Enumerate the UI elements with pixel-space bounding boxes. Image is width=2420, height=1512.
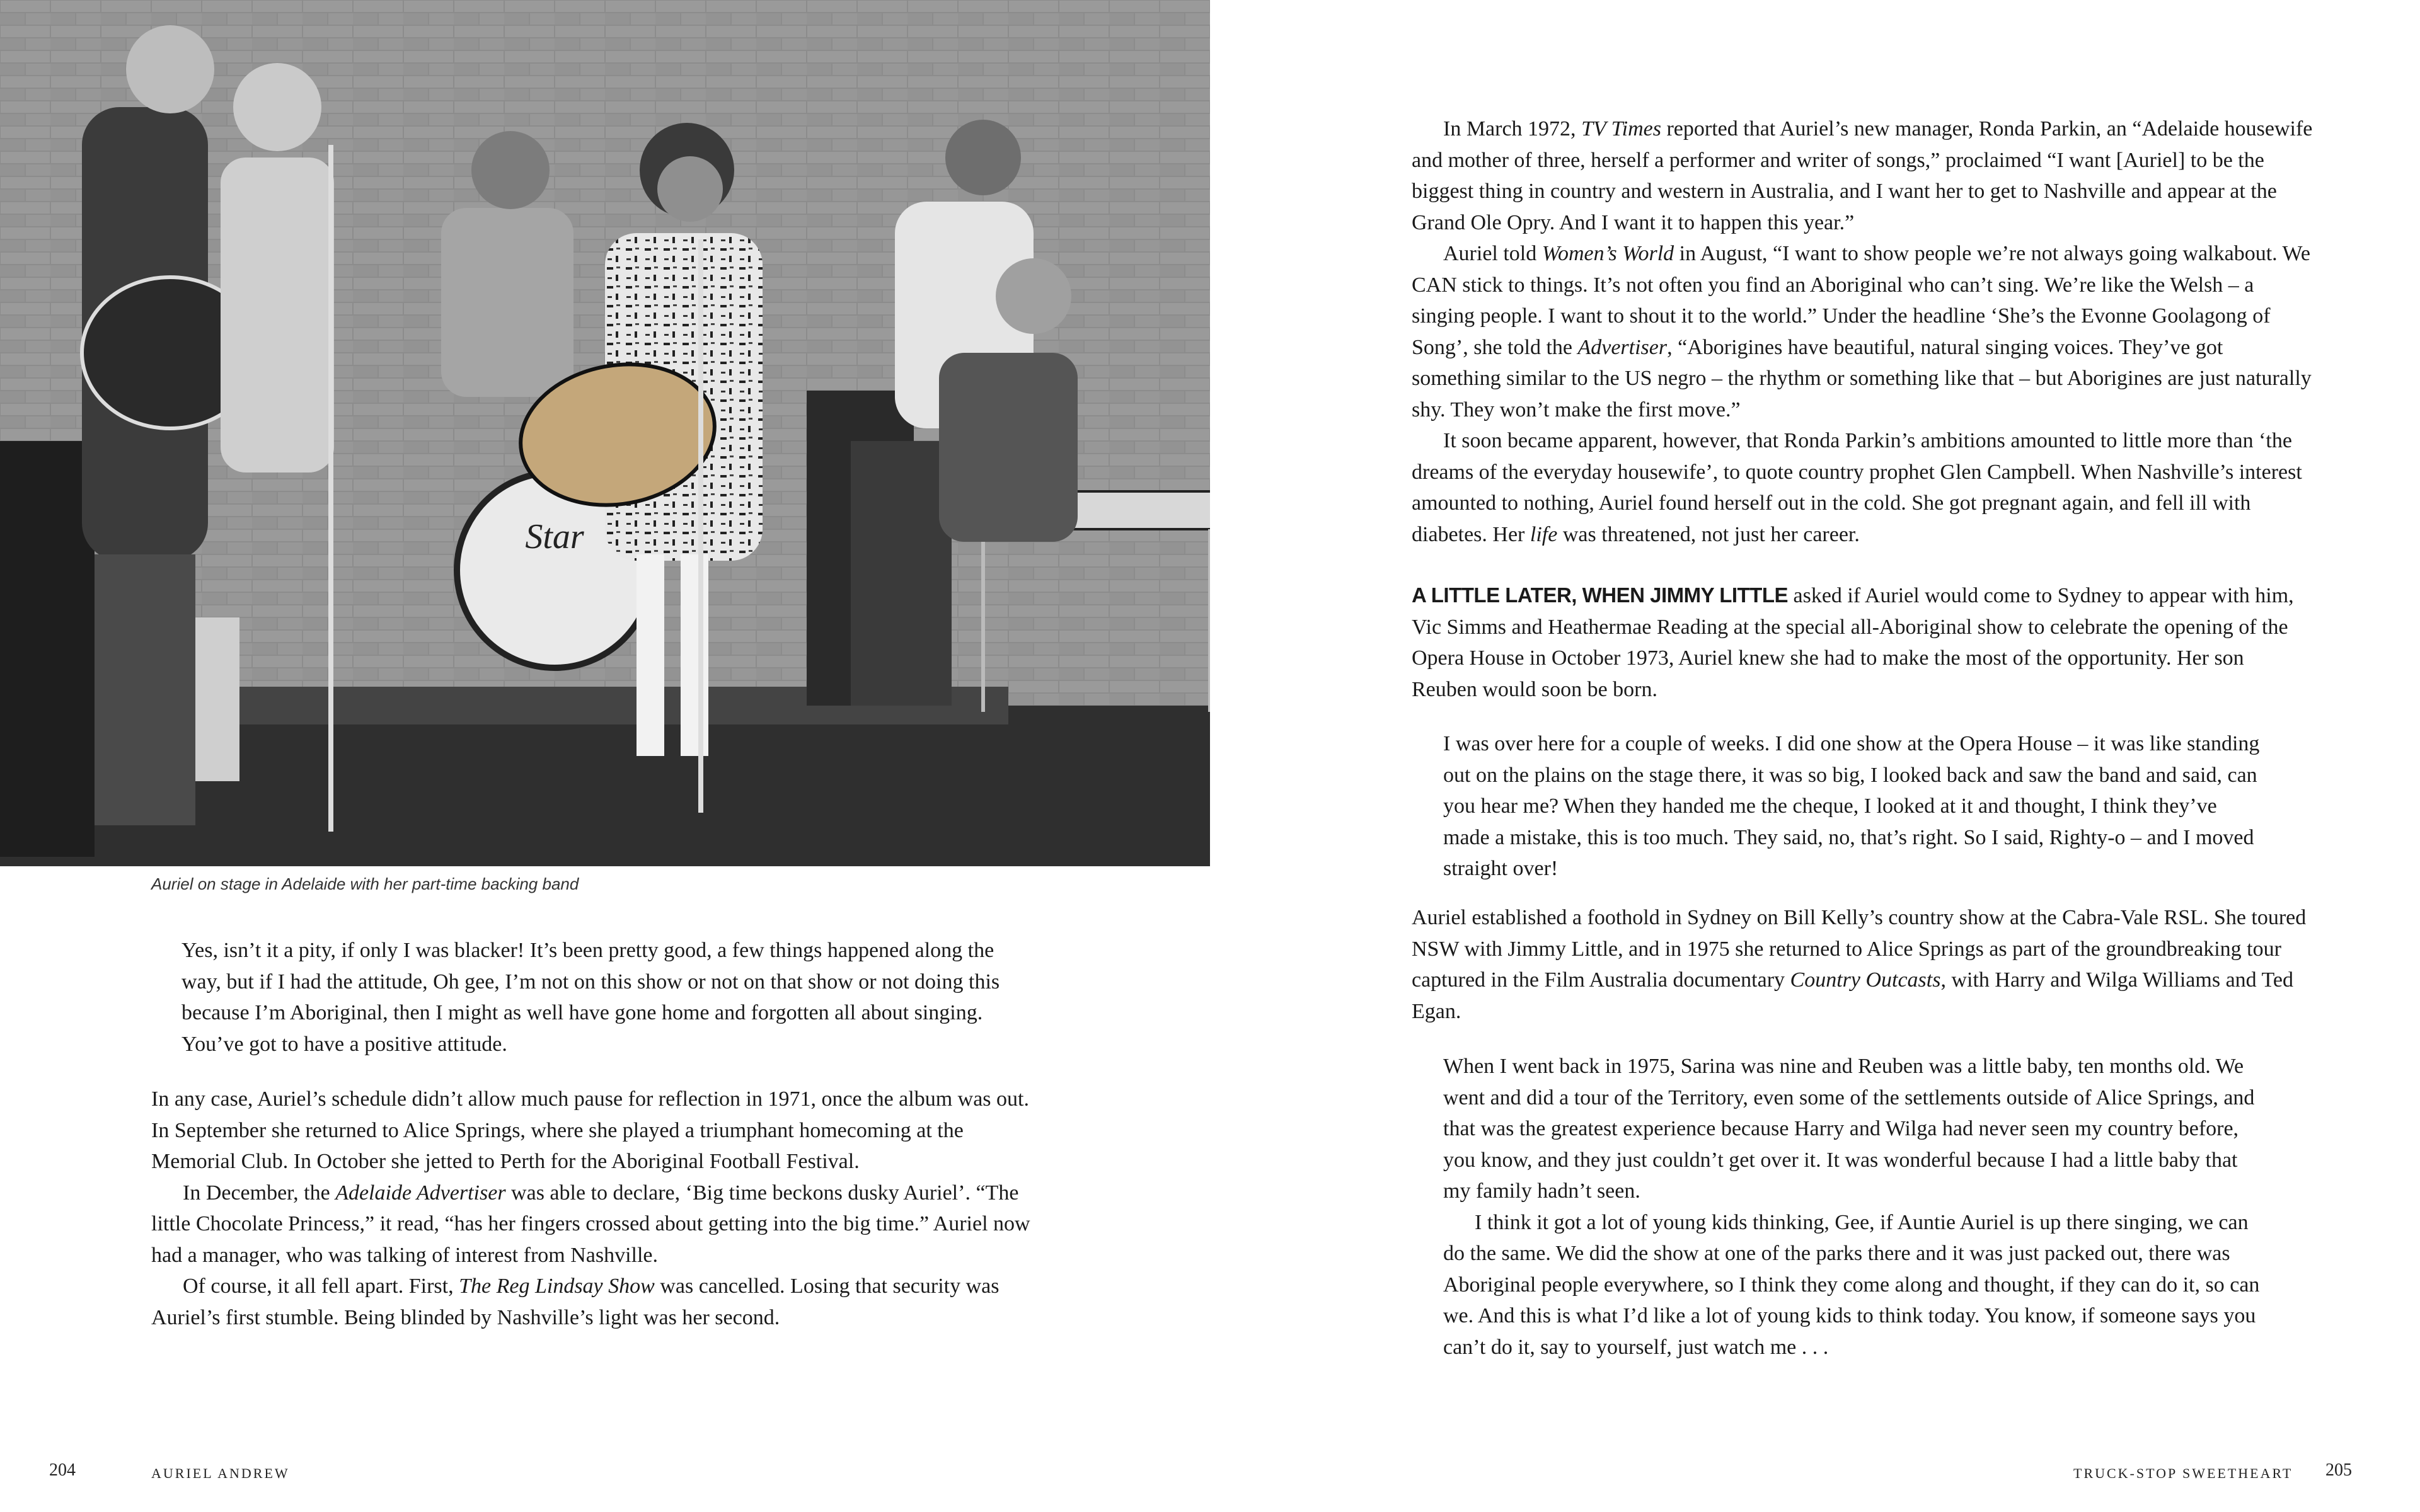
quote-text: Yes, isn’t it a pity, if only I was blacker! It’s been pretty good, a few things happened along the way, but if I had the attitude, Oh gee, I’m not on this show or not on that show or not doing this because I’m Aboriginal, then I might as well have gone home and forgotten all about singing. You’ve got to have a positive attitude. xyxy=(182,939,1000,1056)
page-number-left: 204 xyxy=(49,1460,76,1480)
paragraph xyxy=(1412,902,2313,1027)
paragraph: In any case, Auriel’s schedule didn’t allow much pause for reflection in 1971, once the album was out. In September she returned to Alice Springs, where she played a triumphant homecoming at the Memorial Club. In October she jetted to Perth for the Aboriginal Football Festival. xyxy=(151,1087,1029,1173)
running-head-left xyxy=(151,1463,290,1483)
text-run: reported that Auriel’s new manager, Ronda Parkin, an “Adelaide housewife and mother of three, herself a performer and writer of songs,” proclaimed “I want [Auriel] to be the biggest thing in country and western in Australia, and I want her to get to Nashville and appear at the Grand Ole Opry. And I want it to happen this year.” xyxy=(1412,117,2313,234)
body-text xyxy=(1412,580,2313,705)
text-run: in August, “I want to show people we’re not always going walkabout. We CAN stick to things. It’s not often you find an Aboriginal who can’t sing. We’re like the Welsh – a singing people. I want to shout it to the world.” Under the headline ‘She’s the Evonne Goolagong of Song’, she told the xyxy=(1412,242,2310,359)
publication-title: Women’s World xyxy=(1541,242,1674,265)
publication-title: Adelaide Advertiser xyxy=(335,1181,506,1205)
quote-text: I think it got a lot of young kids thinking, Gee, if Auntie Auriel is up there singing, we can do the same. We did the show at one of the parks there and it was just packed out, there was Aboriginal people everywhere, so I think they come along and thought, if they can do it, so can we. And this is what I’d like a lot of young kids to think today. You know, if someone says you can’t do it, say to yourself, just watch me . . . xyxy=(1443,1210,2260,1359)
text-run: It soon became apparent, however, that Ronda Parkin’s ambitions amounted to little more than ‘the dreams of the everyday housewife’, to quote country prophet Glen Campbell. When Nashville’s interest amounted to nothing, Auriel found herself out in the cold. She got pregnant again, and fell ill with diabetes. Her xyxy=(1412,429,2302,546)
publication-title: Advertiser xyxy=(1577,335,1668,359)
photo-caption: Auriel on stage in Adelaide with her part-time backing band xyxy=(151,874,579,893)
text-run: , with Harry and Wilga Williams and Ted Egan. xyxy=(1412,968,2294,1023)
interview-quote xyxy=(1443,728,2262,885)
text-run: Auriel told xyxy=(1443,242,1542,265)
band-photo xyxy=(0,0,1229,866)
text-run: Of course, it all fell apart. First, xyxy=(183,1274,459,1298)
body-text xyxy=(151,1084,1046,1333)
paragraph xyxy=(1412,425,2313,550)
running-head-right xyxy=(2073,1463,2293,1483)
paragraph xyxy=(151,1271,1046,1333)
quote-text: I was over here for a couple of weeks. I did one show at the Opera House – it was like standing out on the plains on the stage there, it was so big, I looked back and saw the band and said, can you hear me? When they handed me the cheque, I looked at it and thought, I think they’ve made a mistake, this is too much. They said, no, that’s right. So I said, Righty-o – and I moved straight over! xyxy=(1443,732,2260,880)
paragraph xyxy=(1412,113,2313,238)
running-head-text: TRUCK-STOP SWEETHEART xyxy=(2073,1465,2293,1481)
show-title: The Reg Lindsay Show xyxy=(459,1274,655,1298)
paragraph xyxy=(151,1177,1046,1271)
interview-quote xyxy=(1443,1051,2262,1363)
text-run: was able to declare, ‘Big time beckons dusky Auriel’. “The little Chocolate Princess,” it read, “has her fingers crossed about getting into the big time.” Auriel now had a manager, who was talking of interest from Nashville. xyxy=(151,1181,1030,1267)
text-run: asked if Auriel would come to Sydney to appear with him, Vic Simms and Heathermae Reading at the special all-Aboriginal show to celebrate the opening of the Opera House in October 1973, Auriel knew she had to make the most of the opportunity. Her son Reuben would soon be born. xyxy=(1412,584,2294,701)
right-page xyxy=(1210,0,2420,1512)
body-text xyxy=(1412,113,2313,550)
text-run: was threatened, not just her career. xyxy=(1557,522,1860,546)
interview-quote xyxy=(182,935,1026,1060)
running-head-text: AURIEL ANDREW xyxy=(151,1465,290,1481)
text-run: was cancelled. Losing that security was Auriel’s first stumble. Being blinded by Nashville’s light was her second. xyxy=(151,1274,1000,1329)
text-run: Auriel established a foothold in Sydney on Bill Kelly’s country show at the Cabra-Vale RSL. She toured NSW with Jimmy Little, and in 1975 she returned to Alice Springs as part of the groundbreaking tour captured in the Film Australia documentary xyxy=(1412,906,2307,992)
quote-text: When I went back in 1975, Sarina was nine and Reuben was a little baby, ten months old. We went and did a tour of the Territory, even some of the settlements outside of Alice Springs, and that was the greatest experience because Harry and Wilga had never seen my country before, you know, and they just couldn’t get over it. It was wonderful because I had a little baby that my family hadn’t seen. xyxy=(1443,1055,2255,1203)
page-number-right: 205 xyxy=(2325,1460,2352,1480)
publication-title: TV Times xyxy=(1581,117,1661,140)
text-run: , “Aborigines have beautiful, natural singing voices. They’ve got something similar to the US negro – the rhythm or something like that – but Aborigines are just naturally shy. They won’t make the first move.” xyxy=(1412,335,2312,421)
drum-brand-label: Star xyxy=(525,517,584,556)
body-text xyxy=(1412,902,2313,1027)
text-run: In March 1972, xyxy=(1443,117,1582,140)
text-run: In December, the xyxy=(183,1181,336,1205)
paragraph xyxy=(1412,580,2313,705)
paragraph xyxy=(1412,238,2313,425)
film-title: Country Outcasts xyxy=(1790,968,1941,992)
section-run-in-heading: A LITTLE LATER, WHEN JIMMY LITTLE xyxy=(1412,583,1789,607)
emphasis: life xyxy=(1530,522,1558,546)
